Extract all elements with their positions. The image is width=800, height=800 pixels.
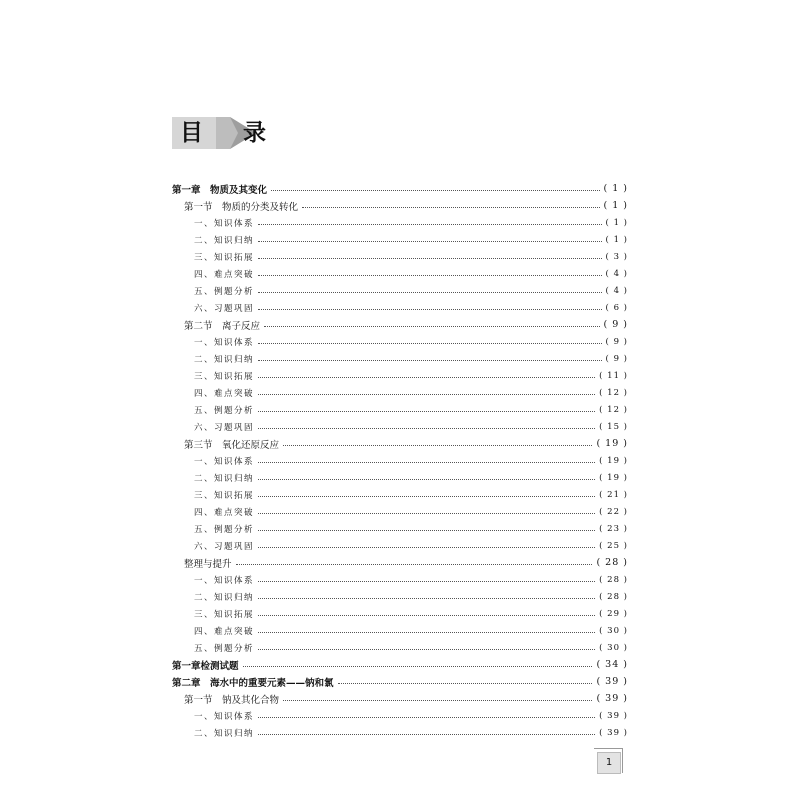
toc-entry[interactable] [172,316,628,333]
toc-entry[interactable] [172,605,628,622]
toc-entry[interactable] [172,503,628,520]
toc-entry-label: 第一章 物质及其变化 [172,184,268,196]
dot-leader [271,190,599,191]
toc-entry-label: 四、难点突破 [194,388,255,399]
toc-entry-page: ( 15 ) [599,421,628,432]
dot-leader [338,683,593,684]
toc-entry[interactable] [172,486,628,503]
toc-entry-label: 整理与提升 [184,558,232,570]
toc-entry-label: 一、知识体系 [194,575,255,586]
toc-entry-label: 一、知识体系 [194,337,255,348]
page-number-badge [594,748,626,774]
dot-leader [258,241,602,242]
toc-entry-page: ( 19 ) [596,438,628,449]
toc-entry-label: 第一节 物质的分类及转化 [184,201,299,213]
toc-entry-page: ( 4 ) [605,285,628,296]
toc-entry[interactable] [172,724,628,741]
toc-entry-page: ( 39 ) [596,693,628,704]
dot-leader [258,462,595,463]
toc-entry-label: 三、知识拓展 [194,609,255,620]
dot-leader [258,734,595,735]
toc-entry-label: 五、例题分析 [194,643,255,654]
toc-entry-label: 一、知识体系 [194,456,255,467]
toc-entry-page: ( 19 ) [599,472,628,483]
toc-entry-page: ( 29 ) [599,608,628,619]
toc-entry-page: ( 19 ) [599,455,628,466]
toc-entry[interactable] [172,622,628,639]
dot-leader [236,564,593,565]
toc-entry-label: 六、习题巩固 [194,422,255,433]
toc-entry-label: 二、知识归纳 [194,473,255,484]
toc-entry-label: 一、知识体系 [194,711,255,722]
toc-entry-page: ( 30 ) [599,625,628,636]
toc-entry-page: ( 23 ) [599,523,628,534]
toc-entry[interactable] [172,299,628,316]
toc-entry[interactable] [172,639,628,656]
toc-entry-label: 二、知识归纳 [194,592,255,603]
toc-entry-label: 三、知识拓展 [194,490,255,501]
toc-entry-label: 第一节 钠及其化合物 [184,694,280,706]
toc-entry[interactable] [172,537,628,554]
toc-entry-page: ( 39 ) [599,727,628,738]
dot-leader [258,258,602,259]
dot-leader [258,581,595,582]
toc-entry-label: 四、难点突破 [194,626,255,637]
toc-entry-label: 三、知识拓展 [194,252,255,263]
dot-leader [258,292,602,293]
toc-entry[interactable] [172,282,628,299]
toc-entry-label: 一、知识体系 [194,218,255,229]
dot-leader [283,700,592,701]
toc-entry-label: 三、知识拓展 [194,371,255,382]
dot-leader [258,275,602,276]
toc-entry-label: 六、习题巩固 [194,541,255,552]
toc-entry-page: ( 1 ) [603,200,628,211]
toc-entry[interactable] [172,690,628,707]
toc-entry[interactable] [172,469,628,486]
toc-entry-page: ( 34 ) [596,659,628,670]
toc-entry[interactable] [172,248,628,265]
dot-leader [258,360,602,361]
toc-entry-page: ( 12 ) [599,404,628,415]
toc-entry[interactable] [172,554,628,571]
toc-entry-page: ( 28 ) [599,591,628,602]
toc-entry[interactable] [172,588,628,605]
toc-entry[interactable] [172,673,628,690]
dot-leader [258,309,602,310]
toc-entry-page: ( 9 ) [605,353,628,364]
toc-entry-label: 二、知识归纳 [194,235,255,246]
toc-entry-page: ( 1 ) [605,234,628,245]
toc-entry-page: ( 22 ) [599,506,628,517]
toc-entry-label: 四、难点突破 [194,269,255,280]
dot-leader [258,717,595,718]
dot-leader [258,343,602,344]
dot-leader [258,377,595,378]
toc-entry-page: ( 12 ) [599,387,628,398]
dot-leader [258,394,595,395]
toc-entry-page: ( 21 ) [599,489,628,500]
toc-entry-page: ( 28 ) [599,574,628,585]
toc-entry[interactable] [172,214,628,231]
toc-entry-page: ( 9 ) [603,319,628,330]
toc-title-block [172,117,283,149]
toc-entry-label: 五、例题分析 [194,405,255,416]
toc-entry-label: 四、难点突破 [194,507,255,518]
dot-leader [258,598,595,599]
toc-entry[interactable] [172,571,628,588]
toc-entry-label: 第三节 氧化还原反应 [184,439,280,451]
toc-entry-page: ( 6 ) [605,302,628,313]
toc-entry-label: 六、习题巩固 [194,303,255,314]
toc-entry[interactable] [172,520,628,537]
toc-entry-label: 二、知识归纳 [194,728,255,739]
dot-leader [258,649,595,650]
toc-entry-page: ( 25 ) [599,540,628,551]
dot-leader [258,632,595,633]
toc-entry[interactable] [172,435,628,452]
toc-entry-page: ( 30 ) [599,642,628,653]
toc-entry[interactable] [172,367,628,384]
toc-entry[interactable] [172,418,628,435]
dot-leader [258,547,595,548]
toc-entry-page: ( 39 ) [599,710,628,721]
dot-leader [258,615,595,616]
toc-entry[interactable] [172,231,628,248]
toc-entry[interactable] [172,350,628,367]
toc-entry[interactable] [172,656,628,673]
dot-leader [258,411,595,412]
dot-leader [258,428,595,429]
dot-leader [283,445,592,446]
dot-leader [302,207,599,208]
toc-entry[interactable] [172,707,628,724]
toc-entry-label: 五、例题分析 [194,286,255,297]
toc-entry-page: ( 1 ) [603,183,628,194]
toc-entry[interactable] [172,197,628,214]
dot-leader [258,496,595,497]
dot-leader [243,666,593,667]
toc-entry-page: ( 4 ) [605,268,628,279]
page-title: 目 录 [180,119,283,146]
toc-entry-label: 第一章检测试题 [172,660,239,672]
toc-entry-page: ( 3 ) [605,251,628,262]
toc-entry[interactable] [172,401,628,418]
toc-entry[interactable] [172,265,628,282]
toc-entry[interactable] [172,180,628,197]
toc-entry-page: ( 1 ) [605,217,628,228]
toc-entry-page: ( 11 ) [599,370,628,381]
toc-entry[interactable] [172,384,628,401]
toc-entry-page: ( 28 ) [596,557,628,568]
toc-entry-label: 第二章 海水中的重要元素——钠和氯 [172,677,334,689]
toc-entry[interactable] [172,452,628,469]
dot-leader [258,530,595,531]
toc-entry[interactable] [172,333,628,350]
toc-entry-label: 第二节 离子反应 [184,320,261,332]
page-number: 1 [597,752,621,774]
dot-leader [258,513,595,514]
toc-entry-page: ( 9 ) [605,336,628,347]
table-of-contents [172,180,628,741]
toc-entry-label: 五、例题分析 [194,524,255,535]
toc-entry-page: ( 39 ) [596,676,628,687]
dot-leader [264,326,599,327]
dot-leader [258,224,602,225]
dot-leader [258,479,595,480]
toc-entry-label: 二、知识归纳 [194,354,255,365]
